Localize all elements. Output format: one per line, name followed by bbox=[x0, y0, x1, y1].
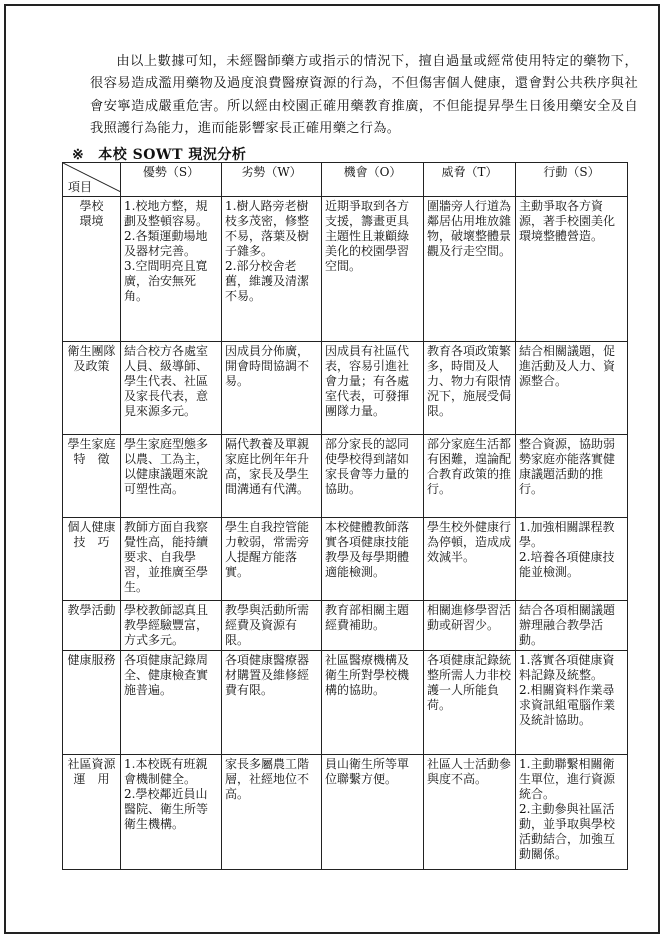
cell-text: 學生家庭型態多以農、工為主，以健康議題來說可塑性高。 bbox=[124, 437, 209, 496]
cell-text: 因成員有社區代表，容易引進社會力量；有各處室代表，可發揮團隊力量。 bbox=[325, 344, 410, 418]
row-header-label: 學生家庭 bbox=[67, 437, 116, 451]
table-row bbox=[63, 435, 628, 518]
table-row bbox=[63, 755, 628, 870]
table-cell bbox=[322, 601, 424, 651]
table-cell bbox=[322, 197, 424, 342]
intro-paragraph: 由以上數據可知，未經醫師藥方或指示的情況下，擅自過量或經常使用特定的藥物下，很容易造成濫用藥物及過度浪費醫療資源的行為，不但傷害個人健康，還會對公共秩序與社會安寧造成嚴重危害。所以經由校園正確用藥教育推廣，不但能提昇學生日後用藥安全及自我照護行為能力，進而能影響家長正確用藥之行為。 bbox=[90, 54, 638, 136]
table-cell bbox=[424, 197, 516, 342]
cell-text: 1.校地方整，規劃及整頓容易。 bbox=[124, 199, 209, 228]
reference-mark: ※ bbox=[72, 147, 85, 163]
row-header bbox=[63, 518, 121, 601]
cell-text: 2.培養各項健康技能並檢測。 bbox=[519, 550, 615, 579]
table-cell bbox=[322, 651, 424, 755]
row-header bbox=[63, 755, 121, 870]
row-header bbox=[63, 342, 121, 435]
table-cell bbox=[222, 342, 322, 435]
table-cell bbox=[516, 197, 628, 342]
cell-text: 學生校外健康行為停頓，造成成效減半。 bbox=[427, 520, 512, 564]
cell-text: 教育各項政策繁多，時間及人力、物力有限情況下，施展受侷限。 bbox=[427, 344, 512, 418]
cell-text: 1.樹人路旁老樹枝多茂密，修整不易，落葉及樹子雜多。 bbox=[225, 199, 310, 258]
table-cell bbox=[322, 342, 424, 435]
cell-text: 教學與活動所需經費及資源有限。 bbox=[225, 603, 310, 647]
table-cell bbox=[424, 435, 516, 518]
table-cell bbox=[424, 651, 516, 755]
cell-text: 學生自我控管能力較弱，常需旁人提醒方能落實。 bbox=[225, 520, 310, 579]
cell-text: 學校教師認真且教學經驗豐富，方式多元。 bbox=[124, 603, 209, 647]
table-cell bbox=[424, 755, 516, 870]
table-cell bbox=[516, 518, 628, 601]
swot-table bbox=[62, 162, 628, 870]
cell-text: 因成員分佈廣，開會時間協調不易。 bbox=[225, 344, 310, 388]
row-header bbox=[63, 601, 121, 651]
table-cell bbox=[424, 518, 516, 601]
table-cell bbox=[424, 342, 516, 435]
row-header-label: 個人健康 bbox=[67, 520, 116, 534]
cell-text: 結合校方各處室人員、級導師、學生代表、社區及家長代表，意見來源多元。 bbox=[124, 344, 209, 418]
table-row bbox=[63, 518, 628, 601]
cell-text: 社區人士活動參與度不高。 bbox=[427, 757, 512, 786]
cell-text: 2.學校鄰近員山醫院、衛生所等衛生機構。 bbox=[124, 787, 209, 831]
row-header-label: 衛生團隊 bbox=[67, 344, 116, 358]
cell-text: 本校健體教師落實各項健康技能教學及每學期體適能檢測。 bbox=[325, 520, 410, 579]
column-header-weaknesses: 劣勢（W） bbox=[222, 163, 322, 197]
column-header-actions: 行動（S） bbox=[516, 163, 628, 197]
row-header-label: 社區資源 bbox=[67, 757, 116, 771]
cell-text: 1.主動聯繫相關衛生單位，進行資源統合。 bbox=[519, 757, 616, 801]
section-heading bbox=[72, 144, 246, 164]
cell-text: 3.空間明亮且寬廣，治安無死角。 bbox=[124, 259, 208, 303]
table-cell bbox=[424, 601, 516, 651]
row-header bbox=[63, 197, 121, 342]
cell-text: 家長多屬農工階層，社經地位不高。 bbox=[225, 757, 310, 801]
row-header-label: 及政策 bbox=[73, 359, 110, 373]
table-cell bbox=[222, 197, 322, 342]
row-header bbox=[63, 651, 121, 755]
table-cell bbox=[121, 518, 222, 601]
cell-text: 各項健康記錄統整所需人力非校護一人所能負荷。 bbox=[427, 653, 512, 712]
cell-text: 各項健康記錄周全、健康檢查實施普遍。 bbox=[124, 653, 209, 697]
table-row bbox=[63, 651, 628, 755]
table-row bbox=[63, 601, 628, 651]
table-cell bbox=[121, 435, 222, 518]
cell-text: 結合相關議題，促進活動及人力、資源整合。 bbox=[519, 344, 616, 388]
table-header-row bbox=[63, 163, 628, 197]
table-cell bbox=[516, 651, 628, 755]
section-title: 本校 SOWT 現況分析 bbox=[98, 147, 247, 163]
cell-text: 2.部分校舍老舊，維護及清潔不易。 bbox=[225, 259, 310, 303]
row-header-label: 教學活動 bbox=[67, 603, 116, 617]
cell-text: 各項健康醫療器材購置及維修經費有限。 bbox=[225, 653, 310, 697]
table-cell bbox=[322, 755, 424, 870]
cell-text: 圍牆旁人行道為鄰居佔用堆放雜物，破壞整體景觀及行走空間。 bbox=[427, 199, 512, 258]
cell-text: 1.本校既有班親會機制健全。 bbox=[124, 757, 208, 786]
row-header-label: 環境 bbox=[79, 214, 104, 228]
cell-text: 近期爭取到各方支援，籌畫更具主題性且兼顧綠美化的校園學習空間。 bbox=[325, 199, 410, 273]
table-cell bbox=[121, 651, 222, 755]
table-cell bbox=[222, 435, 322, 518]
cell-text: 整合資源，協助弱勢家庭亦能落實健康議題活動的推行。 bbox=[519, 437, 616, 496]
cell-text: 部分家長的認同使學校得到諸如家長會等力量的協助。 bbox=[325, 437, 410, 496]
cell-text: 隔代教養及單親家庭比例年年升高，家長及學生間溝通有代溝。 bbox=[225, 437, 310, 496]
cell-text: 1.加強相關課程教學。 bbox=[519, 520, 615, 549]
corner-item-label: 項目 bbox=[68, 180, 93, 194]
table-cell bbox=[222, 755, 322, 870]
cell-text: 社區醫療機構及衛生所對學校機構的協助。 bbox=[325, 653, 410, 697]
corner-header bbox=[63, 163, 121, 197]
cell-text: 2.相關資料作業尋求資訊組電腦作業及統計協助。 bbox=[519, 683, 616, 727]
table-cell bbox=[322, 518, 424, 601]
cell-text: 部分家庭生活都有困難，遑論配合教育政策的推行。 bbox=[427, 437, 512, 496]
table-cell bbox=[516, 601, 628, 651]
table-cell bbox=[222, 601, 322, 651]
cell-text: 2.主動參與社區活動，並爭取與學校活動結合，加強互動關係。 bbox=[519, 802, 616, 861]
row-header-label: 運 用 bbox=[73, 772, 110, 786]
column-header-opportunities: 機會（O） bbox=[322, 163, 424, 197]
table-cell bbox=[516, 755, 628, 870]
table-cell bbox=[222, 518, 322, 601]
row-header bbox=[63, 435, 121, 518]
table-cell bbox=[516, 342, 628, 435]
row-header-label: 學校 bbox=[79, 199, 104, 213]
table-cell bbox=[222, 651, 322, 755]
table-cell bbox=[121, 197, 222, 342]
table-cell bbox=[121, 342, 222, 435]
table-cell bbox=[121, 601, 222, 651]
column-header-threats: 威脅（T） bbox=[424, 163, 516, 197]
cell-text: 相關進修學習活動或研習少。 bbox=[427, 603, 512, 632]
table-cell bbox=[322, 435, 424, 518]
cell-text: 結合各項相關議題辦理融合教學活動。 bbox=[519, 603, 616, 647]
column-header-strengths: 優勢（S） bbox=[121, 163, 222, 197]
table-row bbox=[63, 342, 628, 435]
table-cell bbox=[121, 755, 222, 870]
row-header-label: 技 巧 bbox=[73, 535, 110, 549]
cell-text: 1.落實各項健康資料記錄及統整。 bbox=[519, 653, 615, 682]
cell-text: 主動爭取各方資源，著手校園美化環境整體營造。 bbox=[519, 199, 616, 243]
table-cell bbox=[516, 435, 628, 518]
cell-text: 2.各類運動場地及器材完善。 bbox=[124, 229, 208, 258]
row-header-label: 特 徵 bbox=[73, 452, 110, 466]
cell-text: 教師方面自我察覺性高，能持續要求、自我學習，並推廣至學生。 bbox=[124, 520, 209, 594]
row-header-label: 健康服務 bbox=[67, 653, 116, 667]
cell-text: 員山衛生所等單位聯繫方便。 bbox=[325, 757, 410, 786]
table-row bbox=[63, 197, 628, 342]
cell-text: 教育部相關主題經費補助。 bbox=[325, 603, 410, 632]
